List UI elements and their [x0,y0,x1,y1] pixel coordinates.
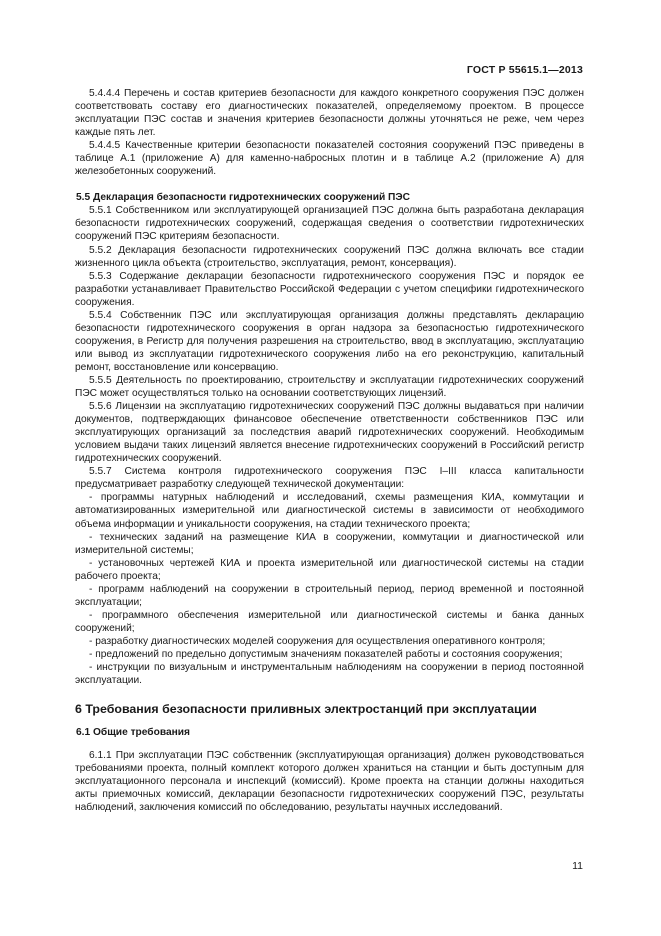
list-item: - разработку диагностических моделей сооружения для осуществления оперативного контроля; [89,635,546,647]
list-item: - программы натурных наблюдений и исследований, схемы размещения КИА, коммутации и автоматизированных измерительной или диагностической системы в зависимости от необходимого объема информации и уникальности сооружения, на стадии технического проекта; [75,492,584,530]
paragraph-5-5-3: 5.5.3 Содержание декларации безопасности гидротехнического сооружения ПЭС и порядок ее разработки устанавливает Правительство Российской Федерации с учетом специфики гидротехнического сооружения. [75,270,584,308]
paragraph-5-5-7: 5.5.7 Система контроля гидротехнического сооружения ПЭС I–III класса капитальности предусматривает разработку следующей технической документации: [75,466,584,491]
list-item: - программного обеспечения измерительной или диагностической системы и банка данных сооружений; [75,609,584,634]
paragraph-5-5-2: 5.5.2 Декларация безопасности гидротехнических сооружений ПЭС должна включать все стадии жизненного цикла объекта (строительство, эксплуатация, ремонт, консервация). [75,244,584,269]
list-item: - инструкции по визуальным и инструментальным наблюдениям на сооружении в период постоянной эксплуатации. [75,662,584,687]
paragraph-5-5-1: 5.5.1 Собственником или эксплуатирующей организацией ПЭС должна быть разработана декларация безопасности гидротехнических сооружений, содержащая сведения о соответствии гидротехнических сооружений ПЭС критериям безопасности. [75,205,584,243]
section-heading-6: 6 Требования безопасности приливных электростанций при эксплуатации [75,702,537,717]
list-item: - установочных чертежей КИА и проекта измерительной или диагностической системы на стадии рабочего проекта; [75,557,584,582]
paragraph-6-1-1: 6.1.1 При эксплуатации ПЭС собственник (эксплуатирующая организация) должен руководствоваться требованиями проекта, полный комплект которого должен храниться на станции и быть доступным для эксплуатационного персонала и инспекций (комиссий). Кроме проекта на станции должны находиться акты приемочных комиссий, декларации безопасности гидротехнических сооружений ПЭС, результаты наблюдений, заключения комиссий по обследованию, результаты научных исследований. [75,750,584,814]
paragraph-5-5-4: 5.5.4 Собственник ПЭС или эксплуатирующая организация должны представлять декларацию безопасности гидротехнического сооружения в орган надзора за безопасностью гидротехнического сооружения, в Регистр для получения разрешения на строительство, ввод в эксплуатацию, эксплуатацию или вывод из эксплуатации гидротехнического сооружения либо на его реконструкцию, капитальный ремонт, восстановление или консервацию. [75,309,584,373]
page-number: 11 [572,860,583,872]
list-item: - технических заданий на размещение КИА в сооружении, коммутации и диагностической или измерительной системы; [75,531,584,556]
paragraph-5-5-6: 5.5.6 Лицензии на эксплуатацию гидротехнических сооружений ПЭС должны выдаваться при наличии документов, подтверждающих финансовое обеспечение ответственности собственников ПЭС или эксплуатирующих организаций за последствия аварий гидротехнических сооружений. Необходимым условием выдачи таких лицензий является внесение гидротехнических сооружений в Российский регистр гидротехнических сооружений. [75,401,584,465]
section-heading-5-5: 5.5 Декларация безопасности гидротехнических сооружений ПЭС [76,192,410,204]
paragraph-5-4-4-4: 5.4.4.4 Перечень и состав критериев безопасности для каждого конкретного сооружения ПЭС должен соответствовать составу его диагностических показателей, определяемому проектом. В процессе эксплуатации ПЭС состав и значения критериев безопасности должны уточняться не реже, чем через каждые пять лет. [75,88,584,139]
document-code: ГОСТ Р 55615.1—2013 [466,64,583,76]
paragraph-5-4-4-5: 5.4.4.5 Качественные критерии безопасности показателей состояния сооружений ПЭС приведены в таблице А.1 (приложение А) для каменно-набросных плотин и в таблице А.2 (приложение А) для железобетонных сооружений. [75,140,584,178]
section-heading-6-1: 6.1 Общие требования [76,727,190,739]
paragraph-5-5-5: 5.5.5 Деятельность по проектированию, строительству и эксплуатации гидротехнических сооружений ПЭС может осуществляться только на основании соответствующих лицензий. [75,374,584,400]
list-item: - предложений по предельно допустимым значениям показателей работы и состояния сооружения; [89,648,563,660]
page-body [75,87,584,814]
list-item: - программ наблюдений на сооружении в строительный период, период временной и постоянной эксплуатации; [75,583,584,608]
